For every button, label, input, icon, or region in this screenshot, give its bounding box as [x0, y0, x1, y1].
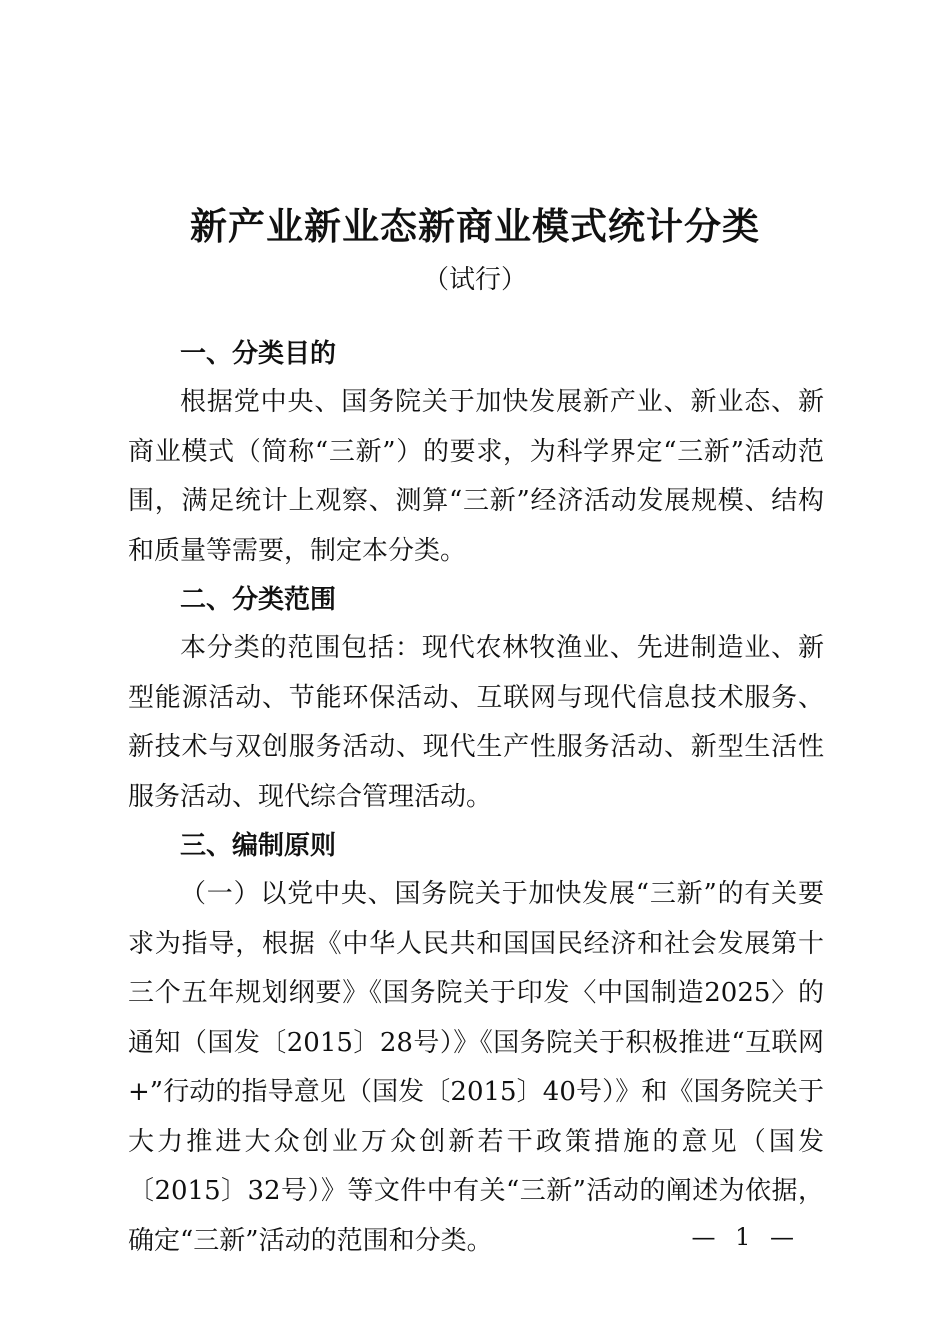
page-number: — 1 —: [691, 1223, 800, 1251]
document-body: [128, 330, 824, 1266]
section-paragraph: （一）以党中央、国务院关于加快发展“三新”的有关要求为指导，根据《中华人民共和国国民经济和社会发展第十三个五年规划纲要》《国务院关于印发〈中国制造2025〉的通知（国发〔2015〕28号）》《国务院关于积极推进“互联网+”行动的指导意见（国发〔2015〕40号）》和《国务院关于大力推进大众创业万众创新若干政策措施的意见（国发〔2015〕32号）》等文件中有关“三新”活动的阐述为依据，确定“三新”活动的范围和分类。: [128, 879, 824, 1256]
document-title: 新产业新业态新商业模式统计分类: [190, 204, 760, 248]
section-heading: 三、编制原则: [180, 831, 337, 861]
section-scope: [128, 576, 824, 822]
section-purpose: [128, 330, 824, 576]
document-subtitle: （试行）: [422, 265, 527, 295]
section-heading: 一、分类目的: [180, 339, 337, 369]
section-paragraph: 根据党中央、国务院关于加快发展新产业、新业态、新商业模式（简称“三新”）的要求，为科学界定“三新”活动范围，满足统计上观察、测算“三新”经济活动发展规模、结构和质量等需要，制定本分类。: [128, 387, 824, 566]
section-paragraph: 本分类的范围包括：现代农林牧渔业、先进制造业、新型能源活动、节能环保活动、互联网与现代信息技术服务、新技术与双创服务活动、现代生产性服务活动、新型生活性服务活动、现代综合管理活动。: [128, 633, 824, 812]
section-heading: 二、分类范围: [180, 585, 337, 615]
section-principles: [128, 822, 824, 1266]
